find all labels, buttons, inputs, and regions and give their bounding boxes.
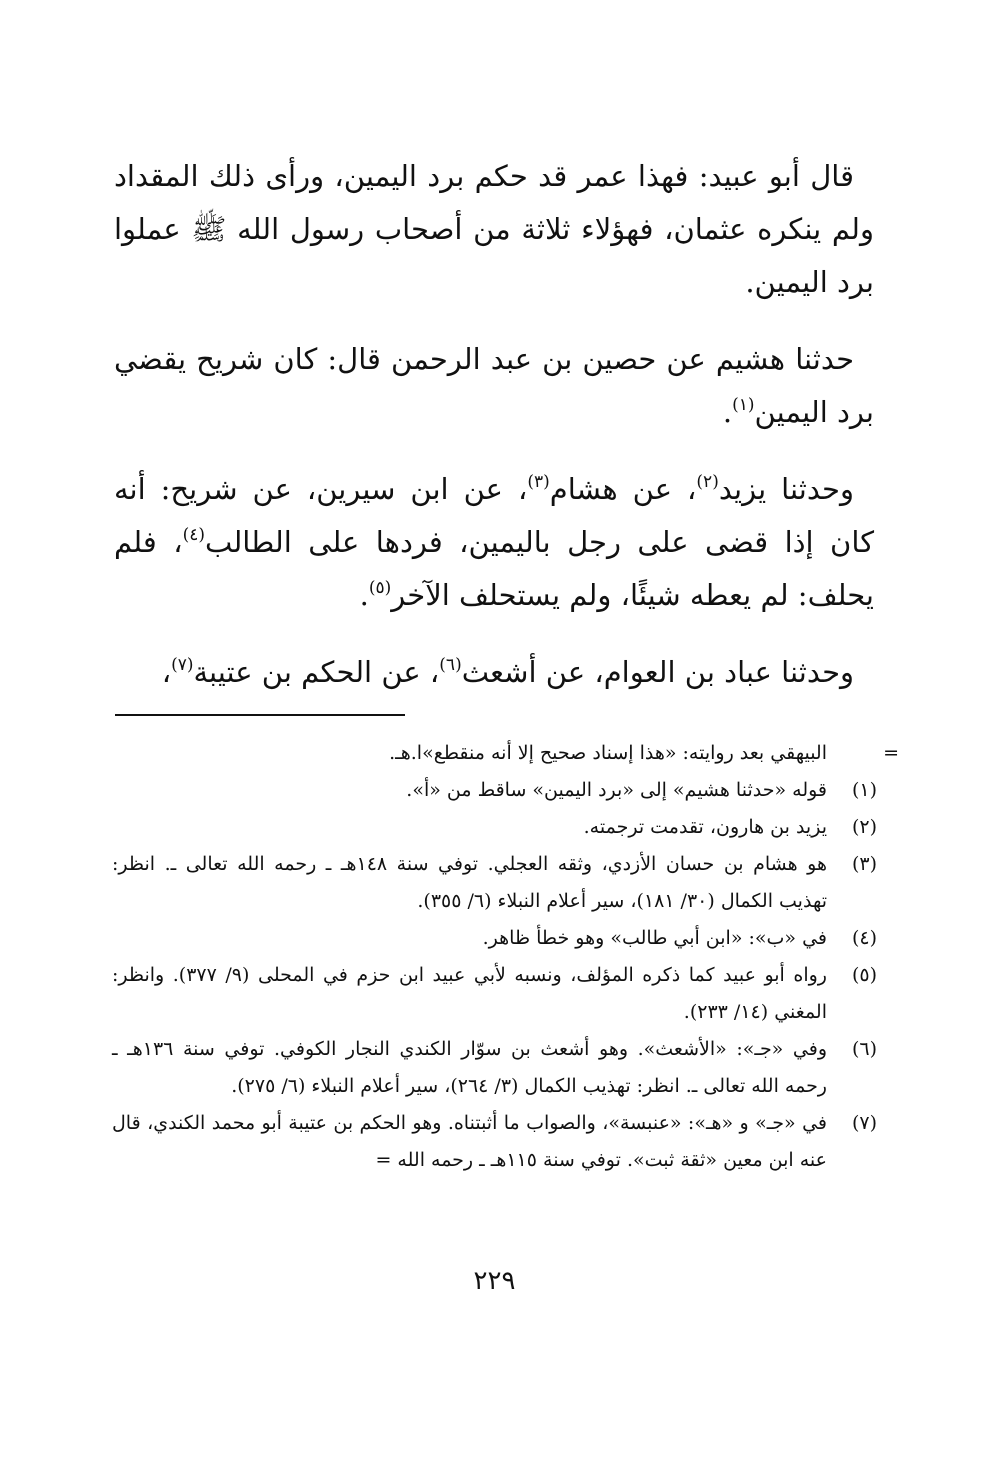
- footnote-number: (٢): [851, 816, 877, 838]
- footnote-separator: [115, 714, 405, 716]
- footnote-1: [112, 772, 877, 809]
- paragraph-4: [114, 646, 874, 699]
- footnote-number: (٦): [851, 1038, 877, 1060]
- footnote-text: في «جـ» و «هـ»: «عنبسة»، والصواب ما أثبتناه. وهو الحكم بن عتيبة أبو محمد الكندي، قال عنه ابن معين «ثقة ثبت». توفي سنة ١١٥هـ ـ رحمه الله =: [112, 1112, 827, 1171]
- footnote-text: هو هشام بن حسان الأزدي، وثقه العجلي. توفي سنة ١٤٨هـ ـ رحمه الله تعالى ـ. انظر: تهذيب الكمال (٣٠/ ١٨١)، سير أعلام النبلاء (٦/ ٣٥٥).: [112, 853, 827, 912]
- paragraph-text: قال أبو عبيد: فهذا عمر قد حكم برد اليمين، ورأى ذلك المقداد ولم ينكره عثمان، فهؤلاء ثلاثة من أصحاب رسول الله ﷺ عملوا برد اليمين.: [114, 159, 874, 299]
- paragraph-2: [114, 333, 874, 439]
- footnote-number: (٤): [851, 927, 877, 949]
- paragraph-text: حدثنا هشيم عن حصين بن عبد الرحمن قال: كان شريح يقضي برد اليمين: [114, 342, 874, 429]
- footnote-text: رواه أبو عبيد كما ذكره المؤلف، ونسبه لأبي عبيد ابن حزم في المحلى (٩/ ٣٧٧). وانظر: المغني (١٤/ ٢٣٣).: [112, 964, 827, 1023]
- footnote-number: (٣): [851, 853, 877, 875]
- footnote-ref[interactable]: (٣): [527, 472, 550, 492]
- footnote-number: (٧): [851, 1112, 877, 1134]
- footnote-text: قوله «حدثنا هشيم» إلى «برد اليمين» ساقط من «أ».: [406, 779, 827, 801]
- paragraph-3: [114, 463, 874, 622]
- footnote-text: وفي «جـ»: «الأشعث». وهو أشعث بن سوّار الكندي النجار الكوفي. توفي سنة ١٣٦هـ ـ رحمه الله تعالى ـ. انظر: تهذيب الكمال (٣/ ٢٦٤)، سير أعلام النبلاء (٦/ ٢٧٥).: [112, 1038, 827, 1097]
- segment-text: ،: [161, 655, 172, 689]
- footnote-2: [112, 809, 877, 846]
- segment-text: ، عن ابن سيرين، عن شريح: أنه كان إذا قضى على رجل باليمين، فردها على الطالب: [114, 472, 874, 559]
- continuation-marker: =: [883, 742, 899, 764]
- footnote-text: في «ب»: «ابن أبي طالب» وهو خطأ ظاهر.: [482, 927, 827, 949]
- segment-text: وحدثنا عباد بن العوام، عن أشعث: [461, 655, 854, 689]
- footnote-6: [112, 1031, 877, 1105]
- footnote-3: [112, 846, 877, 920]
- footnote-text: البيهقي بعد روايته: «هذا إسناد صحيح إلا أنه منقطع»ا.هـ.: [389, 742, 827, 764]
- segment-text: وحدثنا يزيد: [718, 472, 854, 506]
- segment-text: .: [359, 578, 369, 612]
- paragraph-tail: .: [722, 395, 733, 429]
- footnote-continuation: [112, 735, 899, 772]
- footnote-5: [112, 957, 877, 1031]
- footnote-ref[interactable]: (٧): [171, 655, 194, 675]
- footnote-ref[interactable]: (١): [732, 395, 755, 415]
- footnote-7: [112, 1105, 877, 1179]
- footnote-ref[interactable]: (٤): [182, 525, 205, 545]
- footnote-text: يزيد بن هارون، تقدمت ترجمته.: [583, 816, 827, 838]
- footnote-ref[interactable]: (٦): [439, 655, 462, 675]
- footnote-ref[interactable]: (٥): [368, 578, 392, 598]
- paragraph-1: [114, 150, 874, 309]
- main-text: [114, 150, 874, 723]
- footnote-ref[interactable]: (٢): [696, 472, 719, 492]
- segment-text: ، عن الحكم بن عتيبة: [193, 655, 440, 689]
- segment-text: ، فلم يحلف: لم يعطه شيئًا، ولم يستحلف الآخر: [114, 525, 874, 612]
- page-number: ٢٢٩: [473, 1266, 516, 1296]
- footnote-number: (١): [851, 779, 877, 801]
- segment-text: ، عن هشام: [549, 472, 697, 506]
- footnote-number: (٥): [851, 964, 877, 986]
- footnote-4: [112, 920, 877, 957]
- footnotes: [112, 735, 899, 1179]
